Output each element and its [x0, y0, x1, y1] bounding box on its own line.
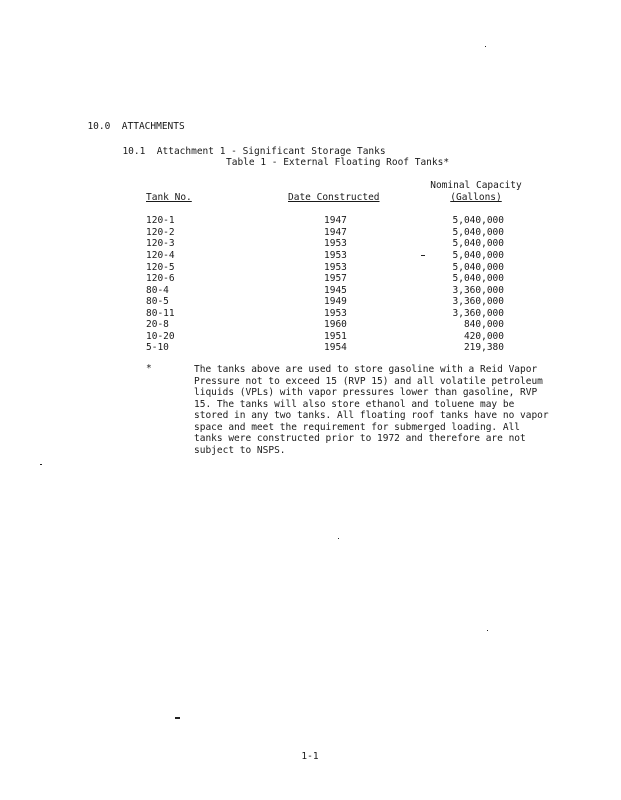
capacity-header-line2-text: (Gallons): [450, 192, 502, 203]
page-number: 1-1: [301, 751, 319, 762]
section-title: ATTACHMENTS: [121, 120, 185, 132]
tank-number-cell: 120-2: [146, 227, 175, 238]
scan-speck: [485, 46, 486, 47]
section-heading: [76, 112, 185, 131]
year-cell: 1951: [324, 331, 347, 342]
year-cell: 1954: [324, 342, 347, 353]
capacity-cell: 5,040,000: [452, 262, 504, 273]
capacity-header-line2: [411, 193, 541, 203]
subsection-number: 10.1: [122, 145, 146, 157]
date-header: [288, 193, 380, 203]
capacity-cell: 5,040,000: [452, 273, 504, 284]
tank-number-cell: 20-8: [146, 319, 169, 330]
date-header-text: Date Constructed: [288, 192, 380, 203]
capacity-header-line1: Nominal Capacity: [430, 180, 522, 191]
year-cell: 1949: [324, 296, 347, 307]
year-cell: 1953: [324, 262, 347, 273]
capacity-cell: 5,040,000: [452, 238, 504, 249]
tank-number-cell: 120-3: [146, 238, 175, 249]
scan-speck: [40, 464, 42, 465]
tank-number-cell: 5-10: [146, 342, 169, 353]
capacity-cell: 219,380: [463, 342, 504, 353]
tank-number-cell: 80-4: [146, 285, 169, 296]
tank-no-header-text: Tank No.: [146, 192, 192, 203]
year-cell: 1947: [324, 215, 347, 226]
scan-speck: [487, 630, 488, 631]
tank-number-cell: 120-5: [146, 262, 175, 273]
subsection-title: Attachment 1 - Significant Storage Tanks: [156, 145, 386, 157]
year-cell: 1947: [324, 227, 347, 238]
capacity-cell: 5,040,000: [452, 250, 504, 261]
year-cell: 1957: [324, 273, 347, 284]
year-cell: 1953: [324, 250, 347, 261]
capacity-cell: 840,000: [463, 319, 504, 330]
tank-number-cell: 80-5: [146, 296, 169, 307]
table-caption: Table 1 - External Floating Roof Tanks*: [226, 157, 450, 168]
capacity-cell: 3,360,000: [452, 308, 504, 319]
capacity-cell: 5,040,000: [452, 227, 504, 238]
scan-speck: [338, 538, 339, 539]
tank-no-header: [146, 193, 192, 203]
subsection-heading: [111, 137, 386, 156]
year-cell: 1953: [324, 308, 347, 319]
footnote-text: The tanks above are used to store gasoline with a Reid Vapor Pressure not to exceed 15 (RVP 15) and all volatile petroleum liquids (VPLs) with vapor pressures lower than gasoline, RVP 15. The tanks will also store ethanol and toluene may be stored in any two tanks. All floating roof tanks have no vapor space and meet the requirement for submerged loading. All tanks were constructed prior to 1972 and therefore are not subject to NSPS.: [194, 364, 549, 456]
section-number: 10.0: [87, 120, 111, 132]
year-cell: 1945: [324, 285, 347, 296]
capacity-cell: 5,040,000: [452, 215, 504, 226]
tank-number-cell: 10-20: [146, 331, 175, 342]
tank-number-cell: 120-4: [146, 250, 175, 261]
scan-speck: [175, 717, 180, 719]
scan-dash-mark: [421, 255, 425, 256]
year-cell: 1953: [324, 238, 347, 249]
year-cell: 1960: [324, 319, 347, 330]
capacity-cell: 3,360,000: [452, 296, 504, 307]
tank-number-cell: 80-11: [146, 308, 175, 319]
capacity-cell: 420,000: [463, 331, 504, 342]
capacity-cell: 3,360,000: [452, 285, 504, 296]
tank-number-cell: 120-6: [146, 273, 175, 284]
tank-number-cell: 120-1: [146, 215, 175, 226]
footnote-marker: *: [146, 363, 152, 374]
